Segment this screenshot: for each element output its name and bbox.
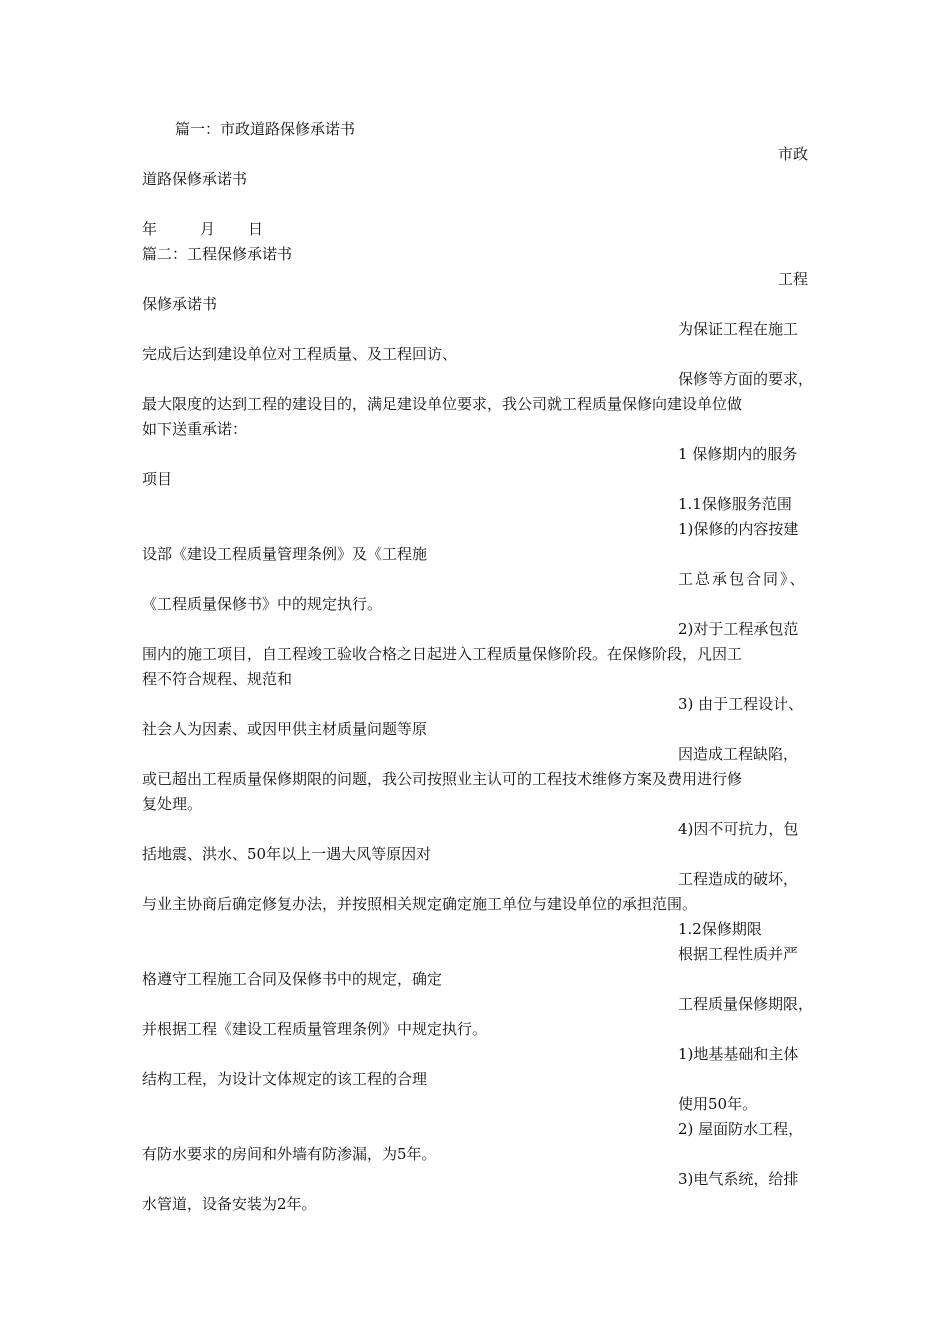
list-item: 3) 由于工程设计、: [678, 695, 804, 713]
paragraph-line: 或已超出工程质量保修期限的问题，我公司按照业主认可的工程技术维修方案及费用进行修: [142, 770, 743, 788]
subsection-heading: 1.1保修服务范围: [678, 495, 792, 513]
date-day: 日: [248, 220, 264, 238]
date-month: 月: [200, 220, 216, 238]
paragraph-line: 工总承包合同》、: [678, 570, 807, 588]
list-item: 2) 屋面防水工程，: [678, 1120, 804, 1138]
paragraph-line: 为保证工程在施工: [678, 320, 799, 338]
paragraph-line: 工程: [778, 270, 809, 288]
list-item: 2)对于工程承包范: [678, 620, 799, 638]
section-one-heading: 篇一：市政道路保修承诺书: [175, 120, 356, 138]
paragraph-line: 项目: [142, 470, 173, 488]
paragraph-line: 复处理。: [142, 795, 203, 813]
section-two-heading: 篇二：工程保修承诺书: [142, 245, 293, 263]
paragraph-line: 最大限度的达到工程的建设目的，满足建设单位要求，我公司就工程质量保修向建设单位做: [142, 395, 743, 413]
title-continuation: 道路保修承诺书: [142, 170, 248, 188]
paragraph-line: 有防水要求的房间和外墙有防渗漏，为5年。: [142, 1145, 437, 1163]
list-item: 4)因不可抗力，包: [678, 820, 799, 838]
paragraph-line: 水管道，设备安装为2年。: [142, 1195, 317, 1213]
paragraph-line: 因造成工程缺陷，: [678, 745, 799, 763]
paragraph-line: 工程造成的破坏，: [678, 870, 799, 888]
subsection-heading: 1.2保修期限: [678, 920, 762, 938]
list-item: 1)保修的内容按建: [678, 520, 799, 538]
subsection-heading: 1 保修期内的服务: [678, 445, 798, 463]
date-year: 年: [142, 220, 158, 238]
paragraph-line: 如下送重承诺：: [142, 420, 248, 438]
paragraph-line: 设部《建设工程质量管理条例》及《工程施: [142, 545, 428, 563]
list-item: 3)电气系统，给排: [678, 1170, 799, 1188]
paragraph-line: 根据工程性质并严: [678, 945, 799, 963]
paragraph-line: 与业主协商后确定修复办法，并按照相关规定确定施工单位与建设单位的承担范围。: [142, 895, 698, 913]
paragraph-line: 保修承诺书: [142, 295, 218, 313]
paragraph-line: 工程质量保修期限，: [678, 995, 814, 1013]
paragraph-line: 格遵守工程施工合同及保修书中的规定，确定: [142, 970, 443, 988]
paragraph-line: 程不符合规程、规范和: [142, 670, 293, 688]
paragraph-line: 使用50年。: [678, 1095, 758, 1113]
date-line: [142, 219, 263, 239]
paragraph-line: 完成后达到建设单位对工程质量、及工程回访、: [142, 345, 458, 363]
paragraph-line: 并根据工程《建设工程质量管理条例》中规定执行。: [142, 1020, 488, 1038]
paragraph-line: 结构工程，为设计文体规定的该工程的合理: [142, 1070, 428, 1088]
paragraph-line: 围内的施工项目，自工程竣工验收合格之日起进入工程质量保修阶段。在保修阶段，凡因工: [142, 645, 743, 663]
list-item: 1)地基基础和主体: [678, 1045, 799, 1063]
paragraph-line: 保修等方面的要求，: [678, 370, 814, 388]
paragraph-line: 括地震、洪水、50年以上一遇大风等原因对: [142, 845, 432, 863]
paragraph-line: 社会人为因素、或因甲供主材质量问题等原: [142, 720, 428, 738]
title-fragment: 市政: [778, 145, 809, 163]
paragraph-line: 《工程质量保修书》中的规定执行。: [142, 595, 383, 613]
